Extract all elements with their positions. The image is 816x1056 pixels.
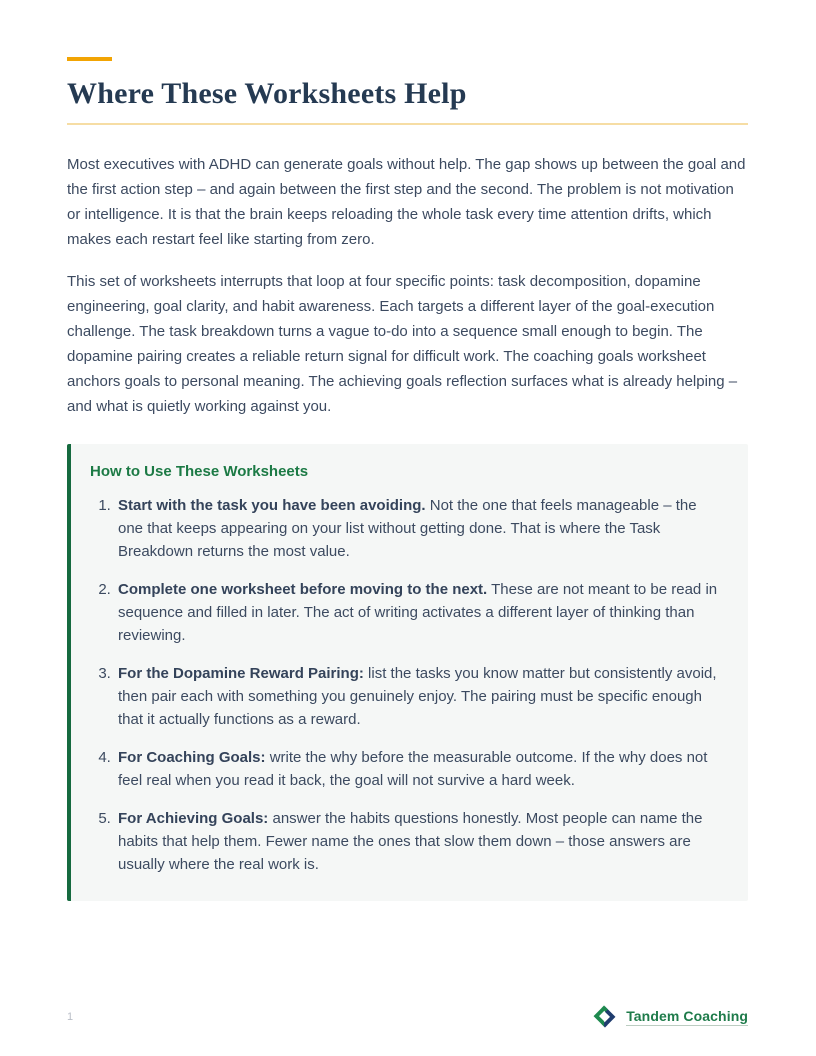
list-item-text: answer the habits questions honestly. Most people can name the habits that help them. Fewer name the ones that slow them down – those answers are usually where the real work is. <box>118 810 703 873</box>
list-item <box>115 494 722 563</box>
page-title: Where These Worksheets Help <box>67 77 467 110</box>
title-divider <box>67 123 748 125</box>
list-item-text: These are not meant to be read in sequence and filled in later. The act of writing activates a different layer of thinking than reviewing. <box>118 581 718 644</box>
instructions-list <box>90 494 722 876</box>
list-item <box>115 578 722 647</box>
list-item-text: write the why before the measurable outcome. If the why does not feel real when you read it back, the goal will not survive a hard week. <box>118 749 708 789</box>
list-item <box>115 662 722 731</box>
page-number: 1 <box>67 1010 74 1023</box>
list-item <box>115 807 722 876</box>
intro-paragraph-2: This set of worksheets interrupts that loop at four specific points: task decomposition, dopamine engineering, goal clarity, and habit awareness. Each targets a different layer of the goal-execution challenge. The task breakdown turns a vague to-do into a sequence small enough to begin. The dopamine pairing creates a reliable return signal for difficult work. The coaching goals worksheet anchors goals to personal meaning. The achieving goals reflection surfaces what is already helping – and what is quietly working against you. <box>67 273 738 415</box>
list-item-lead: Complete one worksheet before moving to the next. <box>118 581 488 598</box>
brand-name: Tandem Coaching <box>626 1007 748 1024</box>
tandem-diamond-icon <box>591 1003 618 1030</box>
brand-logo-link[interactable] <box>591 1003 748 1030</box>
page-footer <box>67 1003 748 1030</box>
intro-paragraph-1: Most executives with ADHD can generate goals without help. The gap shows up between the goal and the first action step – and again between the first step and the second. The problem is not motivation or intelligence. It is that the brain keeps reloading the whole task every time attention drifts, which makes each restart feel like starting from zero. <box>67 156 746 248</box>
list-item-lead: Start with the task you have been avoiding. <box>118 497 426 514</box>
accent-bar <box>67 57 112 61</box>
list-item-lead: For Coaching Goals: <box>118 749 266 766</box>
list-item <box>115 746 722 792</box>
list-item-text: list the tasks you know matter but consistently avoid, then pair each with something you genuinely enjoy. The pairing must be specific enough that it actually functions as a reward. <box>118 665 717 728</box>
list-item-text: Not the one that feels manageable – the one that keeps appearing on your list without getting done. That is where the Task Breakdown returns the most value. <box>118 497 697 560</box>
list-item-lead: For Achieving Goals: <box>118 810 269 827</box>
list-item-lead: For the Dopamine Reward Pairing: <box>118 665 364 682</box>
callout-heading: How to Use These Worksheets <box>90 463 309 480</box>
how-to-use-callout <box>67 444 748 901</box>
